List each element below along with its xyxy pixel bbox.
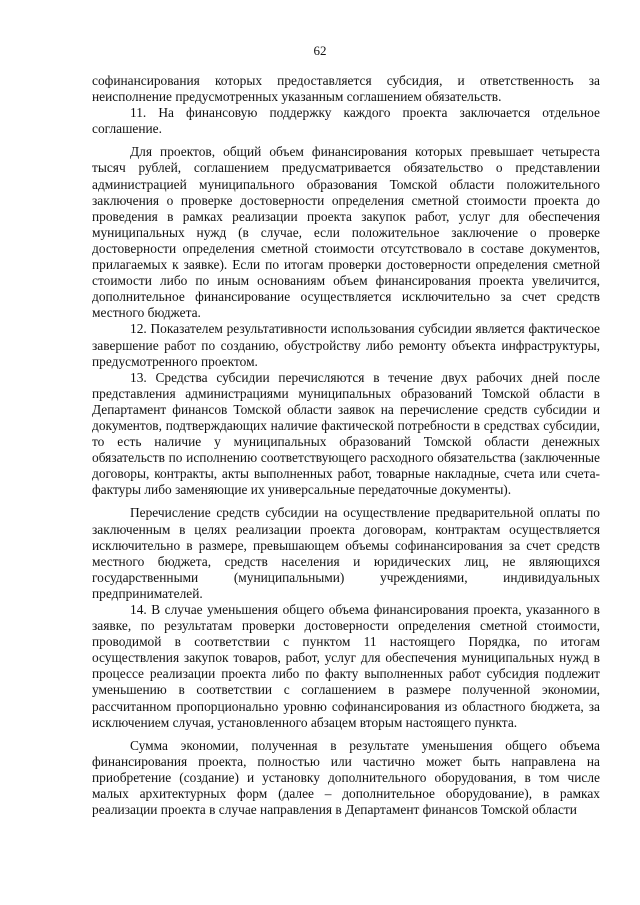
paragraph-large-projects: Для проектов, общий объем финансирования которых превышает четыреста тысяч рублей, соглашением предусматривается обязательство о представлении администрацией муниципального образования Томской области положительного заключения о проверке достоверности определения сметной стоимости проекта до проведения в рамках реализации проекта закупок работ, услуг для обеспечения муниципальных нужд (в случае, если положительное заключение о проверке достоверности определения сметной стоимости отсутствовало в составе документов, прилагаемых к заявке). Если по итогам проверки достоверности определения сметной стоимости либо по иным основаниям объем финансирования проекта увеличится, дополнительное финансирование осуществляется исключительно за счет средств местного бюджета. bbox=[92, 144, 600, 321]
paragraph-savings: Сумма экономии, полученная в результате уменьшения общего объема финансирования проекта, полностью или частично может быть направлена на приобретение (создание) и установку дополнительного оборудования, в том числе малых архитектурных форм (далее – дополнительное оборудование), в рамках реализации проекта в случае направления в Департамент финансов Томской области bbox=[92, 737, 600, 818]
paragraph-continuation: софинансирования которых предоставляется субсидия, и ответственность за неисполнение предусмотренных указанным соглашением обязательств. bbox=[92, 73, 600, 105]
document-body bbox=[92, 73, 600, 818]
paragraph-clause-11: 11. На финансовую поддержку каждого проекта заключается отдельное соглашение. bbox=[92, 105, 600, 137]
paragraph-clause-13: 13. Средства субсидии перечисляются в течение двух рабочих дней после представления администрациями муниципальных образований Томской области в Департамент финансов Томской области заявок на перечисление средств субсидии и документов, подтверждающих наличие фактической потребности в средствах субсидии, то есть наличие у муниципальных образований Томской области денежных обязательств по исполнению соответствующего расходного обязательства (заключенные договоры, контракты, акты выполненных работ, товарные накладные, счета или счета-фактуры либо заменяющие их универсальные передаточные документы). bbox=[92, 369, 600, 498]
paragraph-clause-14: 14. В случае уменьшения общего объема финансирования проекта, указанного в заявке, по результатам проверки достоверности определения сметной стоимости, проводимой в соответствии с пунктом 11 настоящего Порядка, по итогам осуществления закупок товаров, работ, услуг для обеспечения муниципальных нужд в процессе реализации проекта либо по факту выполненных работ субсидия подлежит уменьшению в соответствии с соглашением в размере полученной экономии, рассчитанном пропорционально уровню софинансирования из областного бюджета, за исключением случая, установленного абзацем вторым настоящего пункта. bbox=[92, 602, 600, 730]
page-number: 62 bbox=[313, 43, 327, 58]
paragraph-clause-12: 12. Показателем результативности использования субсидии является фактическое завершение работ по созданию, обустройству либо ремонту объекта инфраструктуры, предусмотренного проектом. bbox=[92, 321, 600, 369]
paragraph-prepayment: Перечисление средств субсидии на осуществление предварительной оплаты по заключенным в целях реализации проекта договорам, контрактам осуществляется исключительно в размере, превышающем объемы софинансирования за счет средств местного бюджета, средств населения и юридических лиц, не являющихся государственными (муниципальными) учреждениями, индивидуальных предпринимателей. bbox=[92, 505, 600, 601]
